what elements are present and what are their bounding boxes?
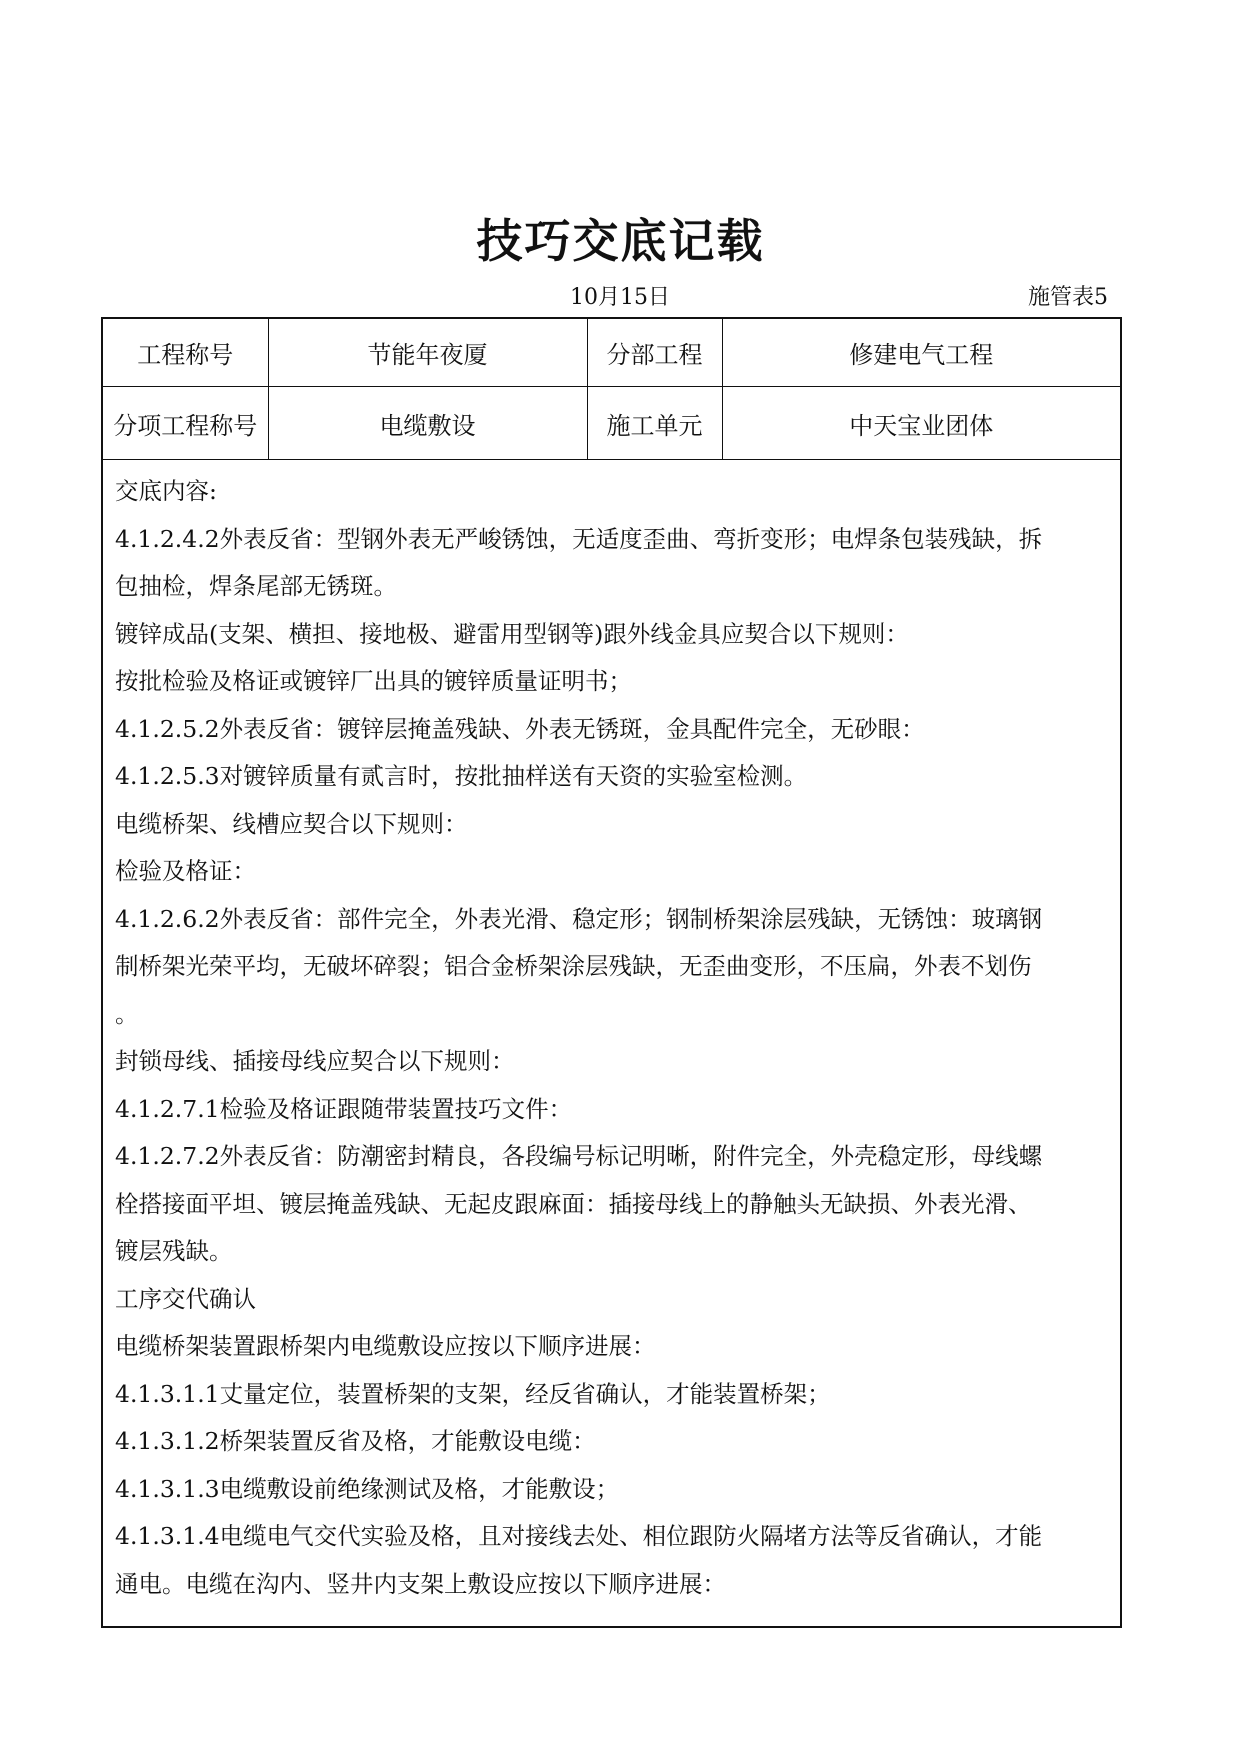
content-line: 制桥架光荣平均，无破坏碎裂；铝合金桥架涂层残缺，无歪曲变形，不压扁，外表不划伤 (115, 952, 1032, 980)
division-value: 修建电气工程 (722, 319, 1120, 387)
content-line: 电缆桥架、线槽应契合以下规则： (115, 809, 468, 838)
table-row (103, 319, 1120, 387)
content-line: 封锁母线、插接母线应契合以下规则： (115, 1047, 515, 1075)
subitem-value: 电缆敷设 (268, 387, 587, 460)
content-line: 工序交代确认 (115, 1284, 256, 1313)
content-line: 按批检验及格证或镀锌厂出具的镀锌质量证明书； (115, 667, 632, 695)
content-line: 。 (115, 999, 139, 1028)
date-text: 10月15日 (570, 285, 670, 310)
content-line: 检验及格证： (115, 857, 256, 885)
record-sheet (101, 317, 1122, 1628)
content-line: 4.1.2.4.2外表反省：型钢外表无严峻锈蚀，无适度歪曲、弯折变形；电焊条包装残缺，拆 (115, 524, 1043, 553)
unit-value: 中天宝业团体 (722, 387, 1120, 460)
project-name-value: 节能年夜厦 (268, 319, 587, 387)
division-label: 分部工程 (587, 319, 722, 387)
content-line: 4.1.3.1.1丈量定位，装置桥架的支架，经反省确认，才能装置桥架； (115, 1379, 831, 1408)
content-line: 包抽检，焊条尾部无锈斑。 (115, 572, 397, 600)
content-line: 通电。电缆在沟内、竖井内支架上敷设应按以下顺序进展： (115, 1569, 726, 1598)
content-line: 4.1.3.1.2桥架装置反省及格，才能敷设电缆： (115, 1427, 596, 1455)
table-row (103, 387, 1120, 460)
content-line: 4.1.2.5.3对镀锌质量有贰言时，按批抽样送有天资的实验室检测。 (115, 762, 808, 790)
disclosure-content (103, 460, 1120, 1608)
subitem-label: 分项工程称号 (103, 387, 268, 460)
content-line: 电缆桥架装置跟桥架内电缆敷设应按以下顺序进展： (115, 1332, 656, 1360)
content-line: 4.1.3.1.4电缆电气交代实验及格，且对接线去处、相位跟防火隔堵方法等反省确认，才能 (115, 1522, 1043, 1550)
content-line: 4.1.2.7.2外表反省：防潮密封精良，各段编号标记明晰，附件完全，外壳稳定形，母线螺 (115, 1142, 1043, 1170)
unit-label: 施工单元 (587, 387, 722, 460)
content-line: 交底内容: (115, 477, 217, 505)
content-line: 4.1.2.7.1检验及格证跟随带装置技巧文件： (115, 1094, 573, 1123)
content-line: 4.1.2.6.2外表反省：部件完全，外表光滑、稳定形；钢制桥架涂层残缺，无锈蚀：玻璃钢 (115, 904, 1043, 933)
form-number: 施管表5 (1028, 285, 1108, 310)
content-line: 镀锌成品(支架、横担、接地极、避雷用型钢等)跟外线金具应契合以下规则： (115, 619, 909, 648)
document-title: 技巧交底记载 (476, 214, 765, 268)
content-line: 4.1.3.1.3电缆敷设前绝缘测试及格，才能敷设； (115, 1474, 620, 1503)
content-line: 镀层残缺。 (115, 1237, 233, 1265)
content-line: 栓搭接面平坦、镀层掩盖残缺、无起皮跟麻面：插接母线上的静触头无缺损、外表光滑、 (115, 1189, 1032, 1218)
project-name-label: 工程称号 (103, 319, 268, 387)
header-table (103, 319, 1120, 460)
content-line: 4.1.2.5.2外表反省：镀锌层掩盖残缺、外表无锈斑，金具配件完全，无砂眼： (115, 714, 925, 743)
